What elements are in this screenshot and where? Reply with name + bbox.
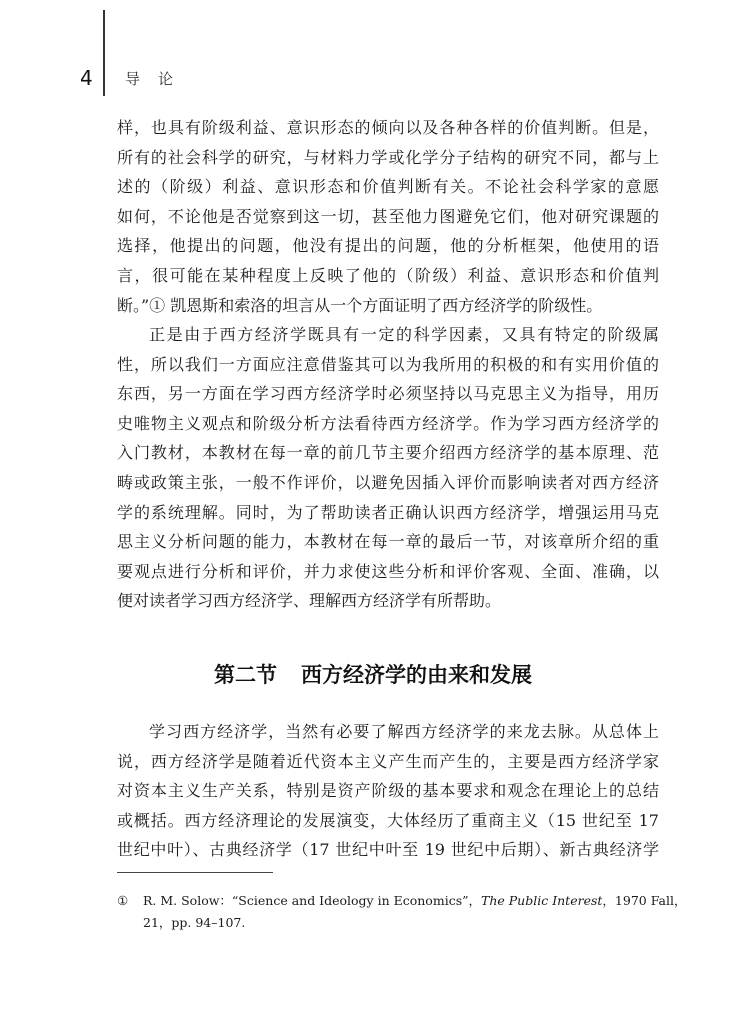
text-line: 世纪中叶）、古典经济学（17 世纪中叶至 19 世纪中后期）、新古典经济学 — [117, 840, 659, 860]
text-line: 所有的社会科学的研究，与材料力学或化学分子结构的研究不同，都与上 — [117, 147, 659, 167]
text-line: 性，所以我们一方面应注意借鉴其可以为我所用的积极的和有实用价值的 — [117, 354, 659, 374]
text-line: 样，也具有阶级利益、意识形态的倾向以及各种各样的价值判断。但是， — [117, 118, 659, 137]
paragraph-1 — [117, 113, 659, 320]
footnote-citation-prefix: R. M. Solow：“Science and Ideology in Economics”， — [143, 893, 481, 908]
section-number: 第二节 — [214, 663, 277, 687]
text-line: 对资本主义生产关系，特别是资产阶级的基本要求和观念在理论上的总结 — [117, 781, 659, 801]
text-line: 言，很可能在某种程度上反映了他的（阶级）利益、意识形态和价值判 — [117, 265, 659, 285]
text-line: 学习西方经济学，当然有必要了解西方经济学的来龙去脉。从总体上 — [149, 722, 659, 741]
text-line: 说，西方经济学是随着近代资本主义产生而产生的，主要是西方经济学家 — [117, 751, 659, 771]
paragraph-2 — [117, 320, 659, 616]
footnote-line — [117, 890, 687, 912]
footnote-marker: ① — [117, 893, 129, 908]
footnote-line: 21，pp. 94–107. — [143, 915, 246, 930]
text-line: 史唯物主义观点和阶级分析方法看待西方经济学。作为学习西方经济学的 — [117, 413, 659, 433]
running-head: 导论 — [125, 70, 192, 88]
header-rule — [103, 10, 105, 96]
text-line: 便对读者学习西方经济学、理解西方经济学有所帮助。 — [117, 591, 502, 611]
paragraph-3 — [117, 717, 659, 865]
footnote — [117, 890, 687, 934]
footnote-rule — [117, 872, 273, 873]
text-line: 断。”① 凯恩斯和索洛的坦言从一个方面证明了西方经济学的阶级性。 — [117, 295, 603, 315]
text-line: 思主义分析问题的能力，本教材在每一章的最后一节，对该章所介绍的重 — [117, 532, 659, 552]
text-line: 学的系统理解。同时，为了帮助读者正确认识西方经济学，增强运用马克 — [117, 502, 659, 522]
text-line: 或概括。西方经济理论的发展演变，大体经历了重商主义（15 世纪至 17 — [117, 810, 659, 830]
text-line: 述的（阶级）利益、意识形态和价值判断有关。不论社会科学家的意愿 — [117, 177, 659, 197]
text-line: 要观点进行分析和评价，并力求使这些分析和评价客观、全面、准确，以 — [117, 561, 659, 581]
text-line: 正是由于西方经济学既具有一定的科学因素，又具有特定的阶级属 — [149, 325, 659, 344]
text-line: 畴或政策主张，一般不作评价，以避免因插入评价而影响读者对西方经济 — [117, 472, 659, 492]
page-number: 4 — [80, 66, 93, 90]
section-title: 西方经济学的由来和发展 — [301, 663, 532, 687]
text-line: 如何，不论他是否觉察到这一切，甚至他力图避免它们，他对研究课题的 — [117, 206, 659, 226]
footnote-journal: The Public Interest — [481, 893, 603, 908]
text-line: 选择，他提出的问题，他没有提出的问题，他的分析框架，他使用的语 — [117, 236, 659, 256]
section-heading — [0, 659, 746, 689]
text-line: 东西，另一方面在学习西方经济学时必须坚持以马克思主义为指导，用历 — [117, 384, 659, 404]
text-line: 入门教材，本教材在每一章的前几节主要介绍西方经济学的基本原理、范 — [117, 443, 659, 463]
footnote-citation-suffix: ，1970 Fall， — [602, 893, 687, 908]
